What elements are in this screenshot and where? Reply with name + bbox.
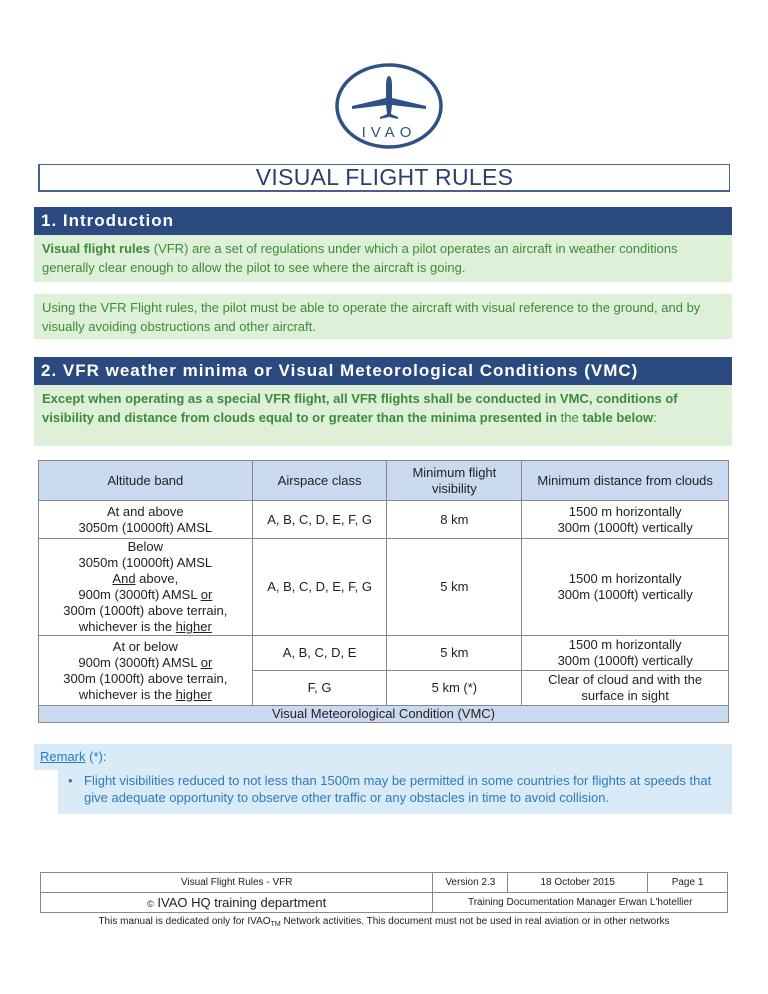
clouds-cell: 1500 m horizontally 300m (1000ft) vertically xyxy=(522,501,729,539)
disclaimer-text: Network activities. This document must not be used in real aviation or in other networks xyxy=(280,916,670,927)
intro-paragraph-1 xyxy=(34,235,732,282)
footer-manager: Training Documentation Manager Erwan L'hotellier xyxy=(433,893,728,913)
page-footer-table xyxy=(40,872,728,913)
vmc-minima-table xyxy=(38,460,729,723)
copyright-icon: © xyxy=(147,899,154,909)
plain-text: : xyxy=(653,410,657,425)
altitude-cell: At or below 900m (3000ft) AMSL or 300m (1000ft) above terrain, whichever is the higher xyxy=(39,636,253,706)
airplane-icon xyxy=(334,62,444,150)
remark-item: Flight visibilities reduced to not less than 1500m may be permitted in some countries for flights at speeds that give adequate opportunity to observe other traffic or any obstacles in time to avoid collision. xyxy=(84,773,712,805)
section-heading-text: 2. VFR weather minima or Visual Meteorological Conditions (VMC) xyxy=(41,361,639,380)
airspace-cell: A, B, C, D, E, F, G xyxy=(252,501,387,539)
visibility-cell: 5 km xyxy=(387,636,522,671)
table-row xyxy=(39,501,729,539)
airspace-cell: F, G xyxy=(252,671,387,706)
document-title-text: VISUAL FLIGHT RULES xyxy=(255,164,514,190)
footer-version: Version 2.3 xyxy=(433,873,508,893)
column-header: Minimum flight visibility xyxy=(387,461,522,501)
airspace-cell: A, B, C, D, E, F, G xyxy=(252,539,387,636)
intro-paragraph-2 xyxy=(34,294,732,339)
bullet-icon: • xyxy=(68,773,73,788)
plain-text: the xyxy=(557,410,583,425)
table-row xyxy=(39,539,729,636)
footer-row xyxy=(41,873,728,893)
column-header: Altitude band xyxy=(39,461,253,501)
clouds-cell: 1500 m horizontally 300m (1000ft) vertically xyxy=(522,636,729,671)
altitude-cell: Below 3050m (10000ft) AMSL And above, 900m (3000ft) AMSL or 300m (1000ft) above terrain, whichever is the higher xyxy=(39,539,253,636)
visibility-cell: 5 km xyxy=(387,539,522,636)
vmc-intro-paragraph xyxy=(34,385,732,446)
remark-box xyxy=(34,744,732,814)
department-text: IVAO HQ training department xyxy=(153,895,327,910)
remark-suffix: (*): xyxy=(85,749,107,764)
svg-text:IVAO: IVAO xyxy=(361,124,417,141)
section-heading-introduction xyxy=(34,207,732,235)
remark-label: Remark xyxy=(40,749,86,764)
ivao-logo xyxy=(334,62,444,150)
section-heading-text: 1. Introduction xyxy=(41,211,175,230)
footer-date: 18 October 2015 xyxy=(508,873,648,893)
table-row xyxy=(39,636,729,671)
footer-department xyxy=(41,893,433,913)
bold-text: Except when operating as a special VFR flight, all VFR flights shall be conducted in VMC, conditions of visibility and distance from clouds equal to or greater than the minima presented in xyxy=(42,391,678,425)
visibility-cell: 5 km (*) xyxy=(387,671,522,706)
table-footer-row xyxy=(39,706,729,723)
remark-list xyxy=(58,770,732,814)
footer-page: Page 1 xyxy=(648,873,728,893)
disclaimer xyxy=(0,916,768,928)
column-header: Minimum distance from clouds xyxy=(522,461,729,501)
section-heading-vmc xyxy=(34,357,732,385)
remark-heading xyxy=(34,744,732,770)
clouds-cell: Clear of cloud and with the surface in sight xyxy=(522,671,729,706)
document-title xyxy=(38,164,730,192)
table-footer-cell: Visual Meteorological Condition (VMC) xyxy=(39,706,729,723)
trademark-mark: TM xyxy=(270,921,281,928)
airspace-cell: A, B, C, D, E xyxy=(252,636,387,671)
bold-term: Visual flight rules xyxy=(42,241,151,256)
clouds-cell: 1500 m horizontally 300m (1000ft) vertically xyxy=(522,539,729,636)
footer-row xyxy=(41,893,728,913)
paragraph-text: (VFR) are a set of regulations under which a pilot operates an aircraft in weather conditions generally clear enough to allow the pilot to see where the aircraft is going. xyxy=(42,241,678,275)
footer-doc-name: Visual Flight Rules - VFR xyxy=(41,873,433,893)
altitude-cell: At and above 3050m (10000ft) AMSL xyxy=(39,501,253,539)
paragraph-text: Using the VFR Flight rules, the pilot must be able to operate the aircraft with visual reference to the ground, and by visually avoiding obstructions and other aircraft. xyxy=(42,300,701,334)
table-header-row xyxy=(39,461,729,501)
visibility-cell: 8 km xyxy=(387,501,522,539)
bold-text: table below xyxy=(582,410,654,425)
column-header: Airspace class xyxy=(252,461,387,501)
disclaimer-text: This manual is dedicated only for IVAO xyxy=(98,916,271,927)
